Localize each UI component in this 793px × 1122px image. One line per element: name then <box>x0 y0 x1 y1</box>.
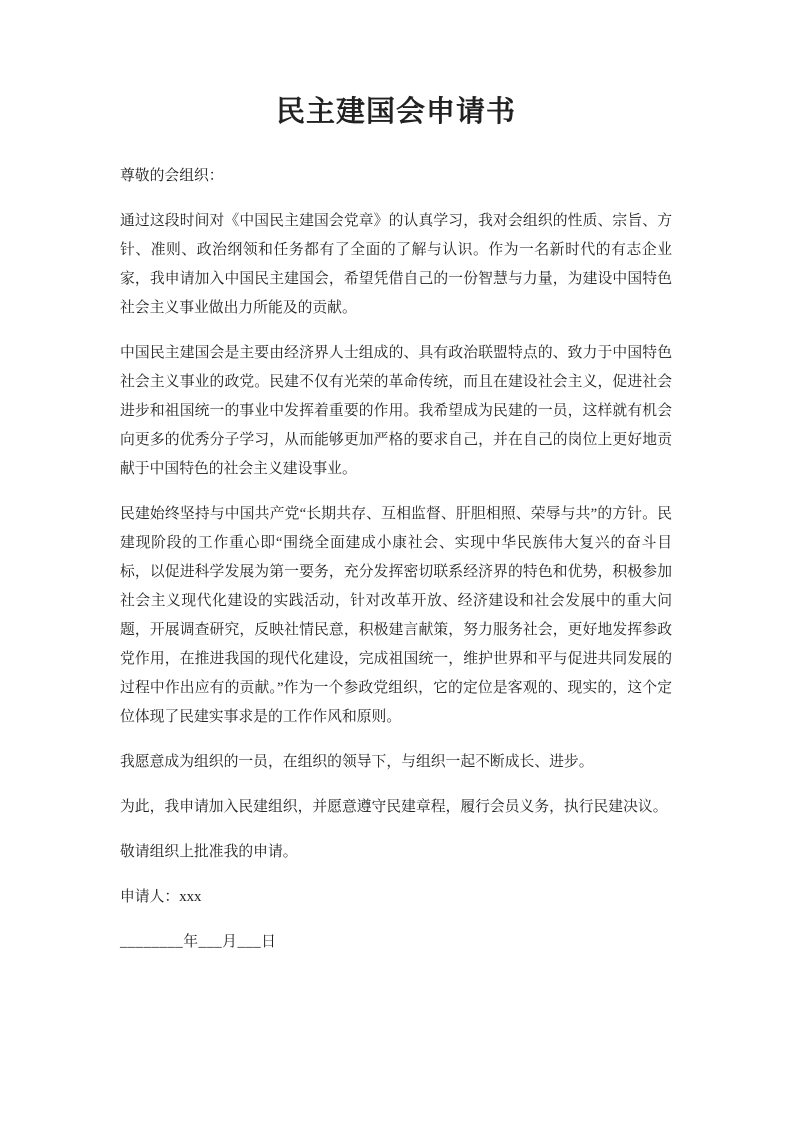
date-blank-line: ________年___月___日 <box>120 934 277 950</box>
body-paragraph-4: 我愿意成为组织的一员，在组织的领导下，与组织一起不断成长、进步。 <box>120 754 594 770</box>
document-title: 民主建国会申请书 <box>275 96 516 128</box>
body-paragraph-3: 民建始终坚持与中国共产党“长期共存、互相监督、肝胆相照、荣辱与共”的方针。民建现阶段的工作重心即“围绕全面建成小康社会、实现中华民族伟大复兴的奋斗目标，以促进科学发展为第一要务，充分发挥密切联系经济界的特色和优势，积极参加社会主义现代化建设的实践活动，针对改革开放、经济建设和社会发展中的重大问题，开展调查研究，反映社情民意，积极建言献策，努力服务社会，更好地发挥参政党作用，在推进我国的现代化建设，完成祖国统一，维护世界和平与促进共同发展的过程中作出应有的贡献。”作为一个参政党组织，它的定位是客观的、现实的，这个定位体现了民建实事求是的工作作风和原则。 <box>120 506 672 725</box>
body-paragraph-1: 通过这段时间对《中国民主建国会党章》的认真学习，我对会组织的性质、宗旨、方针、准则、政治纲领和任务都有了全面的了解与认识。作为一名新时代的有志企业家，我申请加入中国民主建国会，希望凭借自己的一份智慧与力量，为建设中国特色社会主义事业做出力所能及的贡献。 <box>120 213 672 316</box>
salutation: 尊敬的会组织： <box>120 168 224 184</box>
closing-request: 敬请组织上批准我的申请。 <box>120 844 298 860</box>
applicant-signature-line: 申请人：xxx <box>120 889 202 905</box>
body-paragraph-5: 为此，我申请加入民建组织，并愿意遵守民建章程，履行会员义务，执行民建决议。 <box>120 799 668 815</box>
body-paragraph-2: 中国民主建国会是主要由经济界人士组成的、具有政治联盟特点的、致力于中国特色社会主义事业的政党。民建不仅有光荣的革命传统，而且在建设社会主义，促进社会进步和祖国统一的事业中发挥着重要的作用。我希望成为民建的一员，这样就有机会向更多的优秀分子学习，从而能够更加严格的要求自己，并在自己的岗位上更好地贡献于中国特色的社会主义建设事业。 <box>120 345 672 477</box>
